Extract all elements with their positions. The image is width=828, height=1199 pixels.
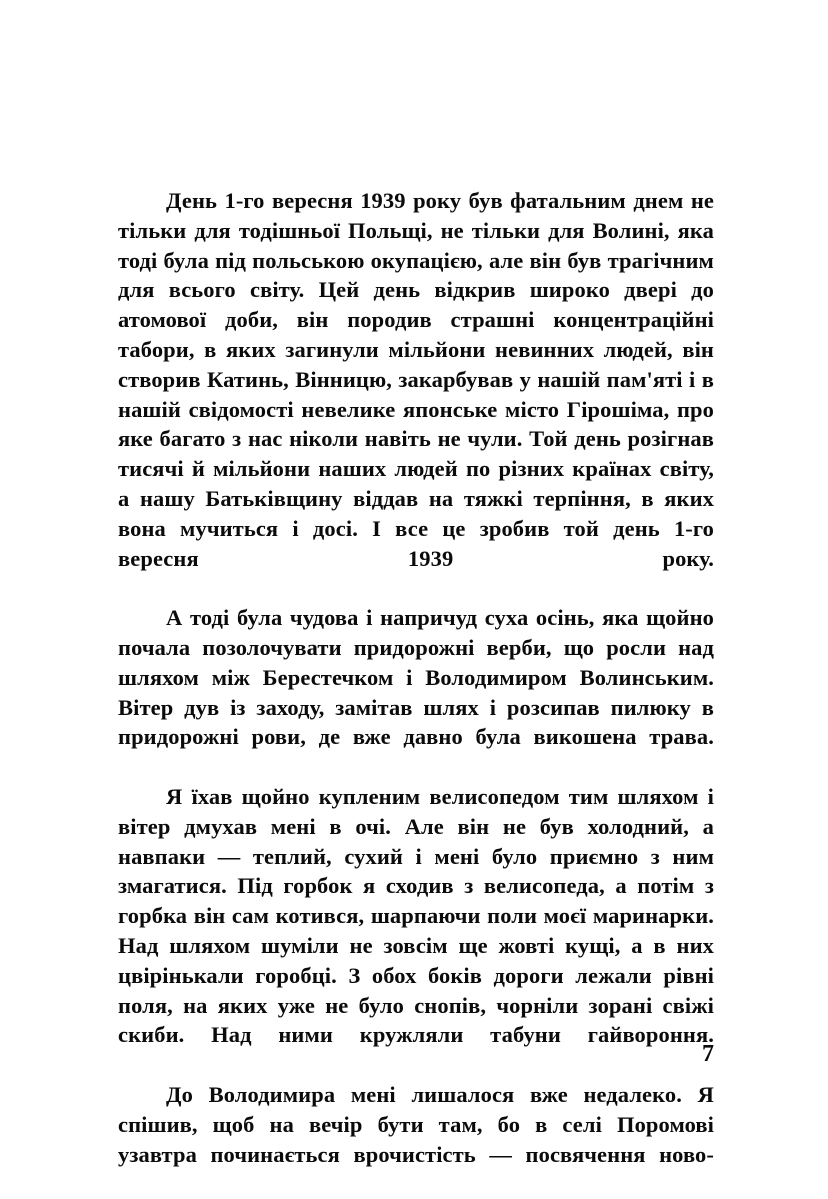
page-number: 7 xyxy=(702,1041,714,1067)
paragraph: Я їхав щойно купленим велисопедом тим шляхом і вітер дмухав мені в очі. Але він не був холодний, а навпаки — теплий, сухий і мені було приємно з ним змагатися. Під горбок я сходив з велисопеда, а потім з горбка він сам котився, шарпаючи поли моєї маринарки. Над шляхом шуміли не зовсім ще жовті кущі, а в них цвірінькали горобці. З обох боків дороги лежали рівні поля, на яких уже не було снопів, чорніли зорані свіжі скиби. Над ними кружляли табуни гайвороння. xyxy=(118,783,714,1048)
paragraph: До Володимира мені лишалося вже недалеко. Я спішив, щоб на вечір бути там, бо в селі Поромові узавтра починається врочистість — посвячення ново- xyxy=(118,1081,714,1167)
paragraph: День 1-го вересня 1939 року був фатальним днем не тільки для тодішньої Польщі, не тільки для Волині, яка тоді була під польською окупацією, але він був трагічним для всього світу. Цей день відкрив широко двері до атомової доби, він породив страшні концентраційні табори, в яких загинули мільйони невинних людей, він створив Катинь, Вінницю, закарбував у нашій пам'яті і в нашій свідомості невелике японське місто Гірошіма, про яке багато з нас ніколи навіть не чули. Той день розігнав тисячі й мільйони наших людей по різних країнах світу, а нашу Батьківщину віддав на тяжкі терпіння, в яких вона мучиться і досі. І все це зробив той день 1-го вересня 1939 року. xyxy=(118,188,714,571)
paragraph: А тоді була чудова і напричуд суха осінь, яка щойно почала позолочувати придорожні верби, що росли над шляхом між Берестечком і Володимиром Волинським. Вітер дув із заходу, замітав шлях і розсипав пилюку в придорожні рови, де вже давно була викошена трава. xyxy=(118,605,714,750)
